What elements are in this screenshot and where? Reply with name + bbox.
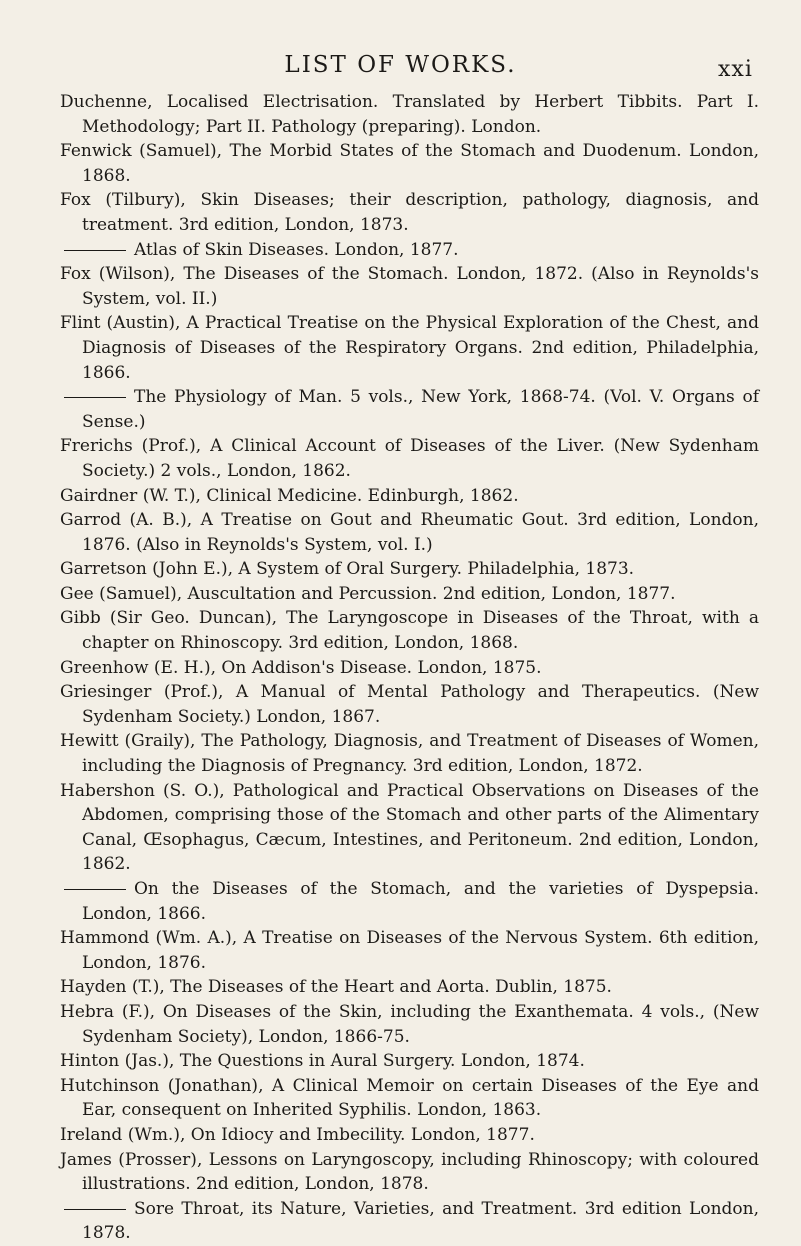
bibliography-entry xyxy=(60,1074,759,1123)
bibliography-entry xyxy=(60,975,759,1000)
bibliography-entry xyxy=(60,311,759,385)
entry-text: Hayden (T.), The Diseases of the Heart and Aorta. Dublin, 1875. xyxy=(60,977,612,998)
entry-text: Garrod (A. B.), A Treatise on Gout and Rheumatic Gout. 3rd edition, London, 1876. (Also in Reynolds's System, vol. I.) xyxy=(60,510,759,555)
page-number: xxi xyxy=(718,57,753,82)
bibliography-entry xyxy=(60,90,759,139)
entry-text: Hutchinson (Jonathan), A Clinical Memoir on certain Diseases of the Eye and Ear, consequent on Inherited Syphilis. London, 1863. xyxy=(60,1075,759,1121)
entry-text: Hinton (Jas.), The Questions in Aural Surgery. London, 1874. xyxy=(60,1051,585,1072)
ditto-dash xyxy=(64,397,126,398)
entry-text: Griesinger (Prof.), A Manual of Mental Pathology and Therapeutics. (New Sydenham Society.) London, 1867. xyxy=(60,682,759,727)
bibliography-entry xyxy=(60,877,759,926)
ditto-dash xyxy=(64,250,126,251)
bibliography-entry xyxy=(60,1123,759,1148)
bibliography-entry xyxy=(60,606,759,655)
entry-text: James (Prosser), Lessons on Laryngoscopy, including Rhinoscopy; with coloured illustrations. 2nd edition, London, 1878. xyxy=(60,1149,759,1195)
entry-text: Gairdner (W. T.), Clinical Medicine. Edinburgh, 1862. xyxy=(60,485,519,506)
bibliography-entry xyxy=(60,680,759,729)
bibliography-entry xyxy=(60,1148,759,1197)
bibliography-entry xyxy=(60,508,759,557)
entry-text: Frerichs (Prof.), A Clinical Account of Diseases of the Liver. (New Sydenham Society.) 2 vols., London, 1862. xyxy=(60,436,759,481)
entry-text: Sore Throat, its Nature, Varieties, and Treatment. 3rd edition London, 1878. xyxy=(82,1198,759,1244)
bibliography-entry xyxy=(60,729,759,778)
entry-text: Fox (Tilbury), Skin Diseases; their description, pathology, diagnosis, and treatment. 3rd edition, London, 1873. xyxy=(60,190,759,235)
entry-text: Fox (Wilson), The Diseases of the Stomach. London, 1872. (Also in Reynolds's System, vol. II.) xyxy=(60,264,759,309)
bibliography-list xyxy=(0,90,801,1246)
entry-text: Greenhow (E. H.), On Addison's Disease. London, 1875. xyxy=(60,657,542,678)
bibliography-entry xyxy=(60,779,759,877)
bibliography-entry xyxy=(60,262,759,311)
bibliography-entry xyxy=(60,434,759,483)
bibliography-entry xyxy=(60,656,759,681)
entry-text: Hewitt (Graily), The Pathology, Diagnosis, and Treatment of Diseases of Women, including the Diagnosis of Pregnancy. 3rd edition, London, 1872. xyxy=(60,731,759,777)
entry-text: Hebra (F.), On Diseases of the Skin, including the Exanthemata. 4 vols., (New Sydenham Society), London, 1866-75. xyxy=(60,1001,759,1047)
entry-text: Hammond (Wm. A.), A Treatise on Diseases of the Nervous System. 6th edition, London, 1876. xyxy=(60,928,759,973)
bibliography-entry xyxy=(60,238,759,263)
entry-text: Gibb (Sir Geo. Duncan), The Laryngoscope in Diseases of the Throat, with a chapter on Rhinoscopy. 3rd edition, London, 1868. xyxy=(60,608,759,654)
bibliography-entry xyxy=(60,139,759,188)
bibliography-entry xyxy=(60,1000,759,1049)
bibliography-entry xyxy=(60,1049,759,1074)
entry-text: Flint (Austin), A Practical Treatise on the Physical Exploration of the Chest, and Diagnosis of Diseases of the Respiratory Organs. 2nd edition, Philadelphia, 1866. xyxy=(60,313,759,383)
ditto-dash xyxy=(64,889,126,890)
entry-text: Duchenne, Localised Electrisation. Translated by Herbert Tibbits. Part I. Methodology; Part II. Pathology (preparing). London. xyxy=(60,92,759,137)
entry-text: Atlas of Skin Diseases. London, 1877. xyxy=(134,239,459,260)
bibliography-entry xyxy=(60,582,759,607)
entry-text: Fenwick (Samuel), The Morbid States of the Stomach and Duodenum. London, 1868. xyxy=(60,141,759,186)
bibliography-entry xyxy=(60,557,759,582)
bibliography-entry xyxy=(60,188,759,237)
entry-text: On the Diseases of the Stomach, and the varieties of Dyspepsia. London, 1866. xyxy=(82,879,759,924)
bibliography-entry xyxy=(60,484,759,509)
page-title: LIST OF WORKS. xyxy=(284,52,517,78)
bibliography-entry xyxy=(60,1197,759,1246)
entry-text: Garretson (John E.), A System of Oral Surgery. Philadelphia, 1873. xyxy=(60,559,635,580)
bibliography-entry xyxy=(60,926,759,975)
entry-text: The Physiology of Man. 5 vols., New York, 1868-74. (Vol. V. Organs of Sense.) xyxy=(82,387,759,432)
running-header xyxy=(0,52,801,86)
entry-text: Gee (Samuel), Auscultation and Percussion. 2nd edition, London, 1877. xyxy=(60,583,676,604)
ditto-dash xyxy=(64,1209,126,1210)
bibliography-entry xyxy=(60,385,759,434)
entry-text: Ireland (Wm.), On Idiocy and Imbecility. London, 1877. xyxy=(60,1124,535,1145)
entry-text: Habershon (S. O.), Pathological and Practical Observations on Diseases of the Abdomen, comprising those of the Stomach and other parts of the Alimentary Canal, Œsophagus, Cæcum, Intestines, and Peritoneum. 2nd edition, London, 1862. xyxy=(60,780,759,875)
